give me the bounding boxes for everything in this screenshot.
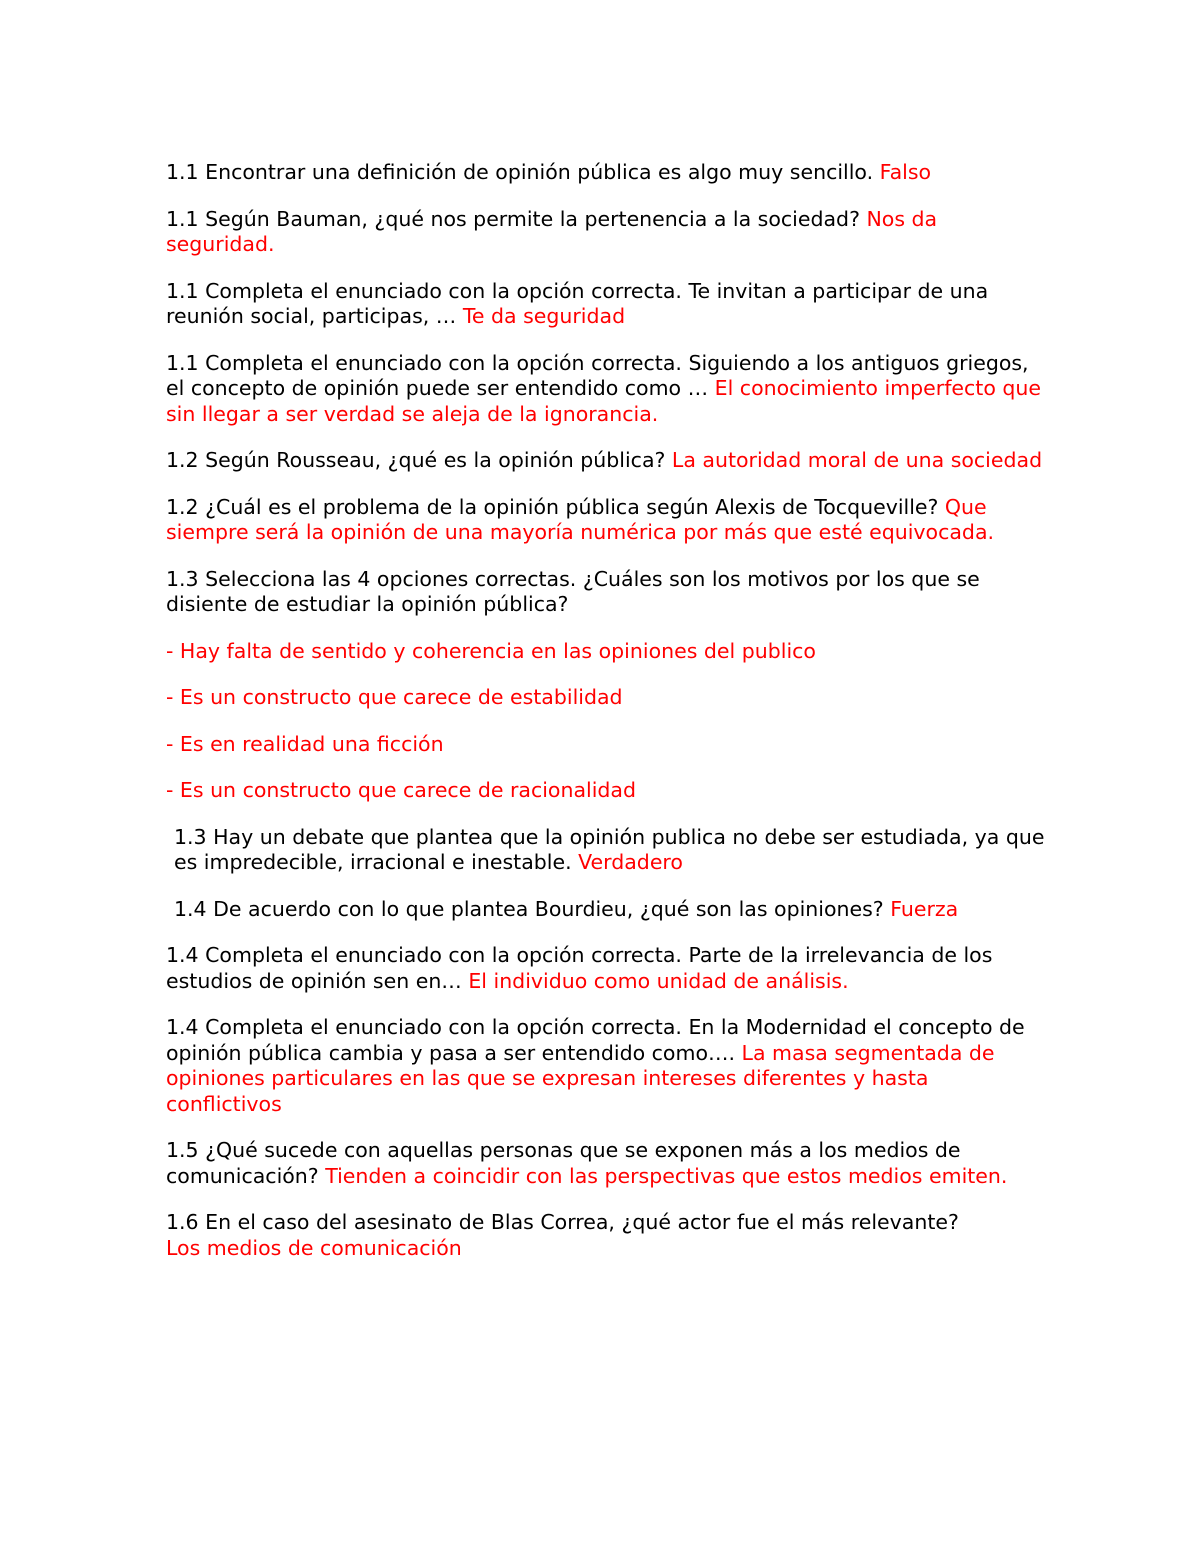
question-text: 1.3 Selecciona las 4 opciones correctas. ¿Cuáles son los motivos por los que se disiente de estudiar la opinión pública? bbox=[166, 566, 980, 616]
answer-option: - Es en realidad una ficción bbox=[166, 731, 444, 756]
question-paragraph bbox=[166, 1138, 1046, 1189]
question-text: 1.6 En el caso del asesinato de Blas Correa, ¿qué actor fue el más relevante? bbox=[166, 1210, 959, 1234]
question-paragraph bbox=[166, 1210, 1046, 1261]
answer-text: Te da seguridad bbox=[462, 304, 626, 328]
question-paragraph bbox=[166, 825, 1046, 876]
answer-text: El conocimiento imperfecto que sin llegar a ser verdad se aleja de la ignorancia. bbox=[166, 376, 1042, 426]
answer-text: Falso bbox=[879, 160, 932, 184]
answer-text: Que siempre será la opinión de una mayoría numérica por más que esté equivocada. bbox=[166, 494, 995, 544]
question-text: 1.4 De acuerdo con lo que plantea Bourdieu, ¿qué son las opiniones? bbox=[174, 896, 891, 921]
answer-text: Nos da seguridad. bbox=[166, 206, 938, 256]
question-text: 1.1 Encontrar una definición de opinión pública es algo muy sencillo. bbox=[166, 160, 880, 184]
question-text: 1.1 Completa el enunciado con la opción correcta. Siguiendo a los antiguos griegos, el concepto de opinión puede ser entendido como … bbox=[166, 350, 1029, 400]
question-paragraph bbox=[166, 495, 1046, 546]
answer-option: - Es un constructo que carece de estabilidad bbox=[166, 685, 623, 709]
question-text: 1.5 ¿Qué sucede con aquellas personas que se exponen más a los medios de comunicación? bbox=[166, 1138, 961, 1188]
question-paragraph bbox=[166, 351, 1046, 428]
question-paragraph bbox=[166, 279, 1046, 330]
answer-option: - Es un constructo que carece de racionalidad bbox=[166, 778, 637, 802]
answer-option: - Hay falta de sentido y coherencia en las opiniones del publico bbox=[166, 638, 816, 663]
question-paragraph bbox=[166, 207, 1046, 258]
question-text: 1.1 Según Bauman, ¿qué nos permite la pertenencia a la sociedad? bbox=[166, 206, 867, 231]
question-text: 1.2 ¿Cuál es el problema de la opinión pública según Alexis de Tocqueville? bbox=[166, 494, 945, 519]
question-text: 1.2 Según Rousseau, ¿qué es la opinión pública? bbox=[166, 448, 672, 472]
question-paragraph bbox=[166, 943, 1046, 994]
question-paragraph bbox=[166, 448, 1046, 474]
question-text: 1.3 Hay un debate que plantea que la opinión publica no debe ser estudiada, ya que es impredecible, irracional e inestable. bbox=[174, 824, 1045, 874]
question-text: 1.4 Completa el enunciado con la opción correcta. Parte de la irrelevancia de los estudios de opinión sen en… bbox=[166, 943, 993, 993]
answer-text: Tienden a coincidir con las perspectivas que estos medios emiten. bbox=[325, 1163, 1008, 1188]
question-paragraph bbox=[166, 160, 1046, 186]
answer-text: La autoridad moral de una sociedad bbox=[671, 448, 1043, 472]
answer-text: La masa segmentada de opiniones particulares en las que se expresan intereses diferentes y hasta conflictivos bbox=[166, 1040, 995, 1116]
question-paragraph bbox=[166, 897, 1046, 923]
question-text: 1.1 Completa el enunciado con la opción correcta. Te invitan a participar de una reunión social, participas, … bbox=[166, 278, 989, 328]
answer-text: Los medios de comunicación bbox=[166, 1235, 462, 1260]
document-body bbox=[166, 160, 1046, 1282]
question-paragraph bbox=[166, 1015, 1046, 1117]
answer-text: Verdadero bbox=[578, 850, 683, 874]
answer-text: El individuo como unidad de análisis. bbox=[468, 968, 849, 993]
question-text: 1.4 Completa el enunciado con la opción correcta. En la Modernidad el concepto de opinión pública cambia y pasa a ser entendido como…. bbox=[166, 1015, 1025, 1065]
question-paragraph bbox=[166, 567, 1046, 618]
answer-text: Fuerza bbox=[890, 896, 959, 921]
